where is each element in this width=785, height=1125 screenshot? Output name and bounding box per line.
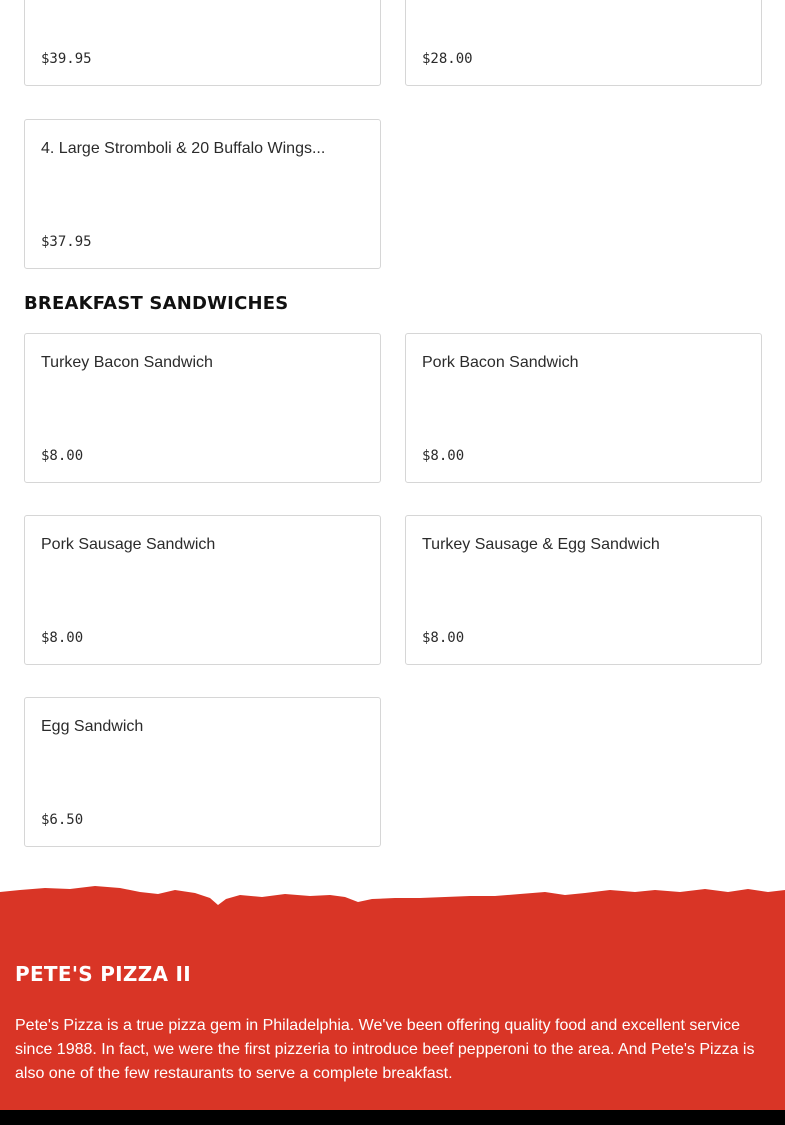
section-heading-breakfast-sandwiches: BREAKFAST SANDWICHES — [24, 293, 289, 314]
menu-item-name: 4. Large Stromboli & 20 Buffalo Wings... — [41, 140, 326, 157]
menu-item-price: $28.00 — [422, 51, 473, 67]
menu-item-price: $8.00 — [422, 630, 465, 646]
menu-item-name: Egg Sandwich — [41, 718, 144, 735]
menu-item-price: $8.00 — [41, 630, 84, 646]
footer-bottom-bar — [0, 1110, 785, 1125]
menu-item-name: Pork Sausage Sandwich — [41, 536, 216, 553]
menu-item-card[interactable] — [24, 333, 381, 483]
menu-item-card[interactable] — [24, 119, 381, 269]
menu-item-card[interactable] — [24, 515, 381, 665]
menu-item-card[interactable] — [405, 333, 762, 483]
menu-item-price: $8.00 — [41, 448, 84, 464]
menu-item-price: $6.50 — [41, 812, 84, 828]
menu-item-price: $8.00 — [422, 448, 465, 464]
menu-item-card[interactable] — [405, 515, 762, 665]
menu-item-price: $37.95 — [41, 234, 92, 250]
menu-item-card[interactable] — [24, 0, 381, 86]
menu-item-card[interactable] — [405, 0, 762, 86]
menu-item-name: Turkey Bacon Sandwich — [41, 354, 213, 371]
menu-item-price: $39.95 — [41, 51, 92, 67]
menu-item-card[interactable] — [24, 697, 381, 847]
site-footer — [0, 878, 785, 1125]
footer-description: Pete's Pizza is a true pizza gem in Philadelphia. We've been offering quality food and excellent service since 1988. In fact, we were the first pizzeria to introduce beef pepperoni to the area. And Pete's Pizza is also one of the few restaurants to serve a complete breakfast. — [15, 1017, 755, 1082]
footer-restaurant-name: PETE'S PIZZA II — [15, 962, 192, 986]
menu-item-name: Turkey Sausage & Egg Sandwich — [422, 536, 660, 553]
torn-paper-edge — [0, 878, 785, 1125]
menu-item-name: Pork Bacon Sandwich — [422, 354, 579, 371]
